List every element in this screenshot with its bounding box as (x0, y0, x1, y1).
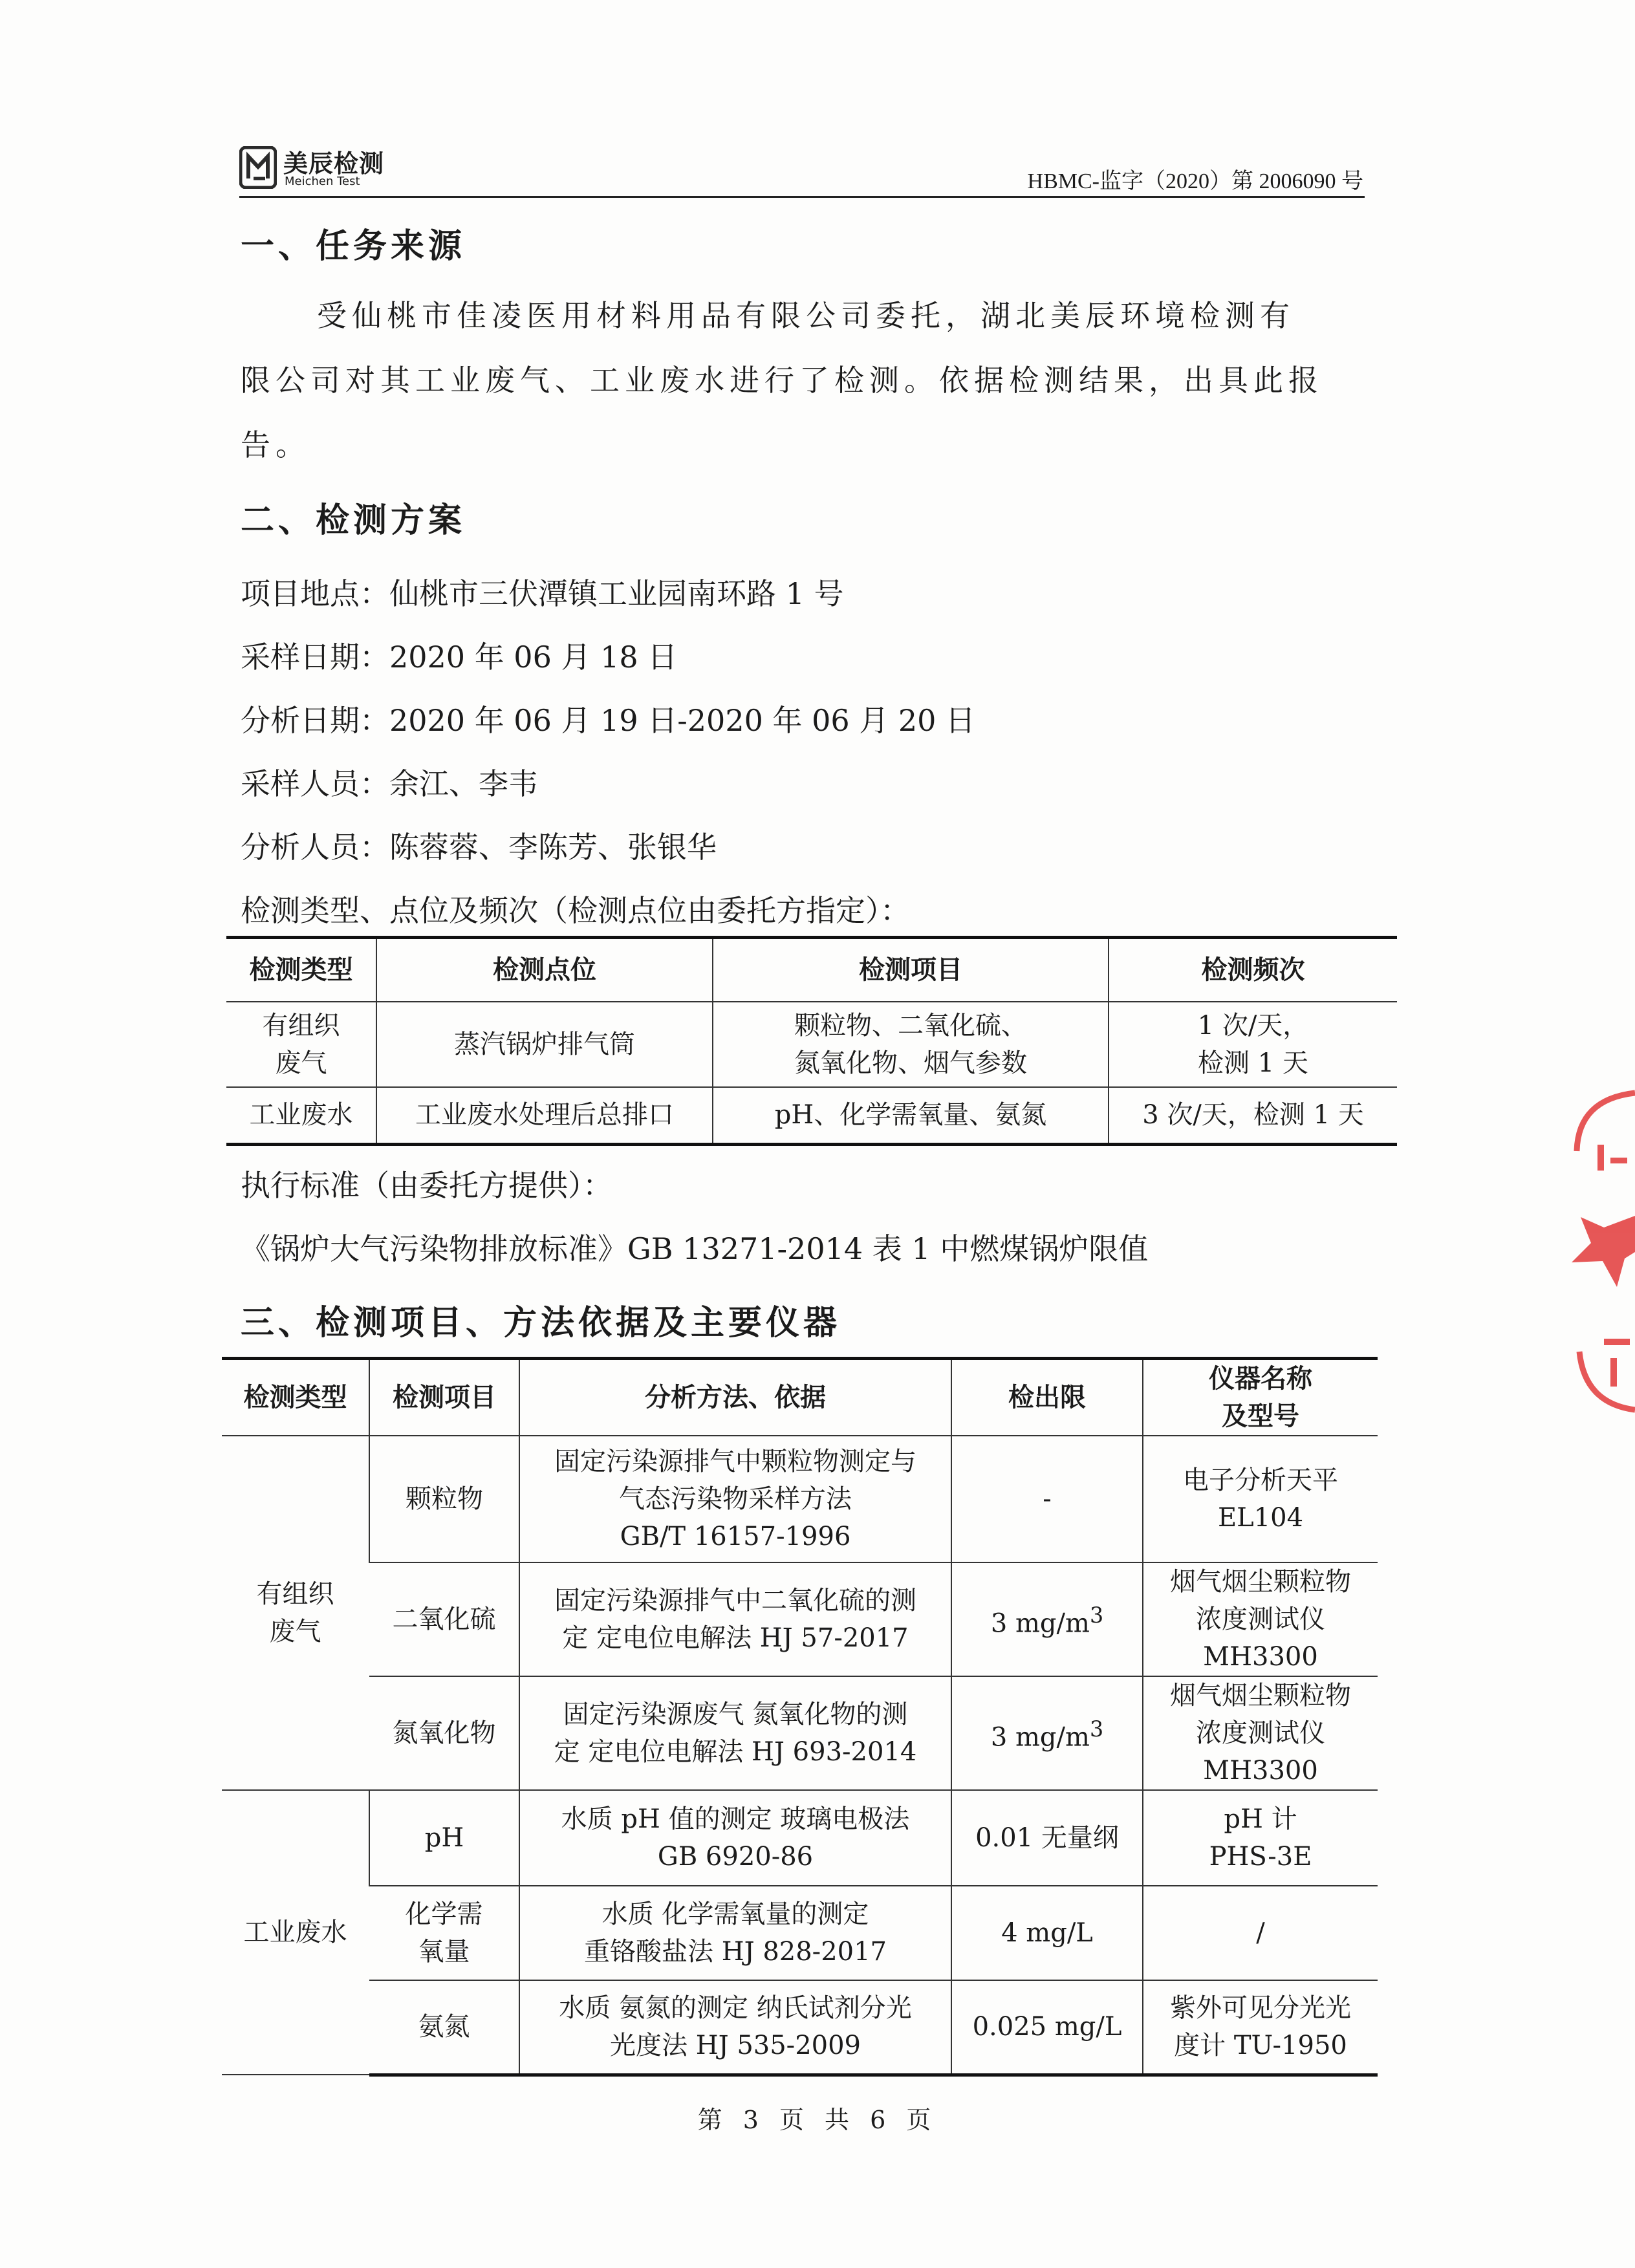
table-cell: / (1143, 1886, 1378, 1980)
table-cell: 1 次/天， 检测 1 天 (1109, 1002, 1397, 1087)
header-cell: 检出限 (951, 1359, 1143, 1436)
project-location: 项目地点：仙桃市三伏潭镇工业园南环路 1 号 (241, 576, 844, 611)
logo-text-en: Meichen Test (285, 175, 360, 188)
table-cell: 化学需 氧量 (369, 1886, 519, 1980)
header-cell: 检测项目 (713, 938, 1109, 1002)
table-cell: 颗粒物、二氧化硫、 氮氧化物、烟气参数 (713, 1002, 1109, 1087)
page-footer: 第 3 页 共 6 页 (697, 2106, 938, 2134)
table-cell: 工业废水处理后总排口 (376, 1087, 713, 1144)
table-cell: 电子分析天平 EL104 (1143, 1436, 1378, 1562)
header-divider (239, 196, 1365, 198)
header-cell: 检测点位 (376, 938, 713, 1002)
section3-title: 三、检测项目、方法依据及主要仪器 (241, 1304, 841, 1343)
table-cell: 烟气烟尘颗粒物 浓度测试仪 MH3300 (1143, 1562, 1378, 1676)
table-row (222, 1676, 1378, 1790)
logo-mark-icon (239, 146, 277, 189)
analysis-date: 分析日期：2020 年 06 月 19 日-2020 年 06 月 20 日 (241, 703, 976, 738)
table-row (222, 1980, 1378, 2075)
table-cell: 3 $mg/m^3$ (951, 1676, 1143, 1790)
table-row (222, 1886, 1378, 1980)
table-cell: 固定污染源废气 氮氧化物的测 定 定电位电解法 HJ 693-2014 (519, 1676, 951, 1790)
header-cell: 检测类型 (226, 938, 376, 1002)
header-cell: 仪器名称 及型号 (1143, 1359, 1378, 1436)
table-row (226, 1087, 1397, 1144)
table-cell: 水质 化学需氧量的测定 重铬酸盐法 HJ 828-2017 (519, 1886, 951, 1980)
group-cell: 工业废水 (222, 1790, 369, 2075)
table-cell: 有组织 废气 (226, 1002, 376, 1087)
section1-line-1: 受仙桃市佳凌医用材料用品有限公司委托，湖北美辰环境检测有 (317, 298, 1295, 333)
header-cell: 分析方法、依据 (519, 1359, 951, 1436)
table-header-row (222, 1359, 1378, 1436)
plan-caption: 检测类型、点位及频次（检测点位由委托方指定）： (241, 893, 910, 928)
table-row (222, 1436, 1378, 1562)
sampling-date: 采样日期：2020 年 06 月 18 日 (241, 640, 678, 675)
samplers: 采样人员：余江、李韦 (241, 766, 538, 801)
table-cell: 3 $mg/m^3$ (951, 1562, 1143, 1676)
section1-line-3: 告。 (241, 427, 310, 462)
report-number: HBMC-监字（2020）第 2006090 号 (1027, 169, 1363, 193)
table-cell: pH 计 PHS-3E (1143, 1790, 1378, 1886)
logo-text-cn: 美辰检测 (283, 149, 385, 178)
table-cell: 蒸汽锅炉排气筒 (376, 1002, 713, 1087)
section2-title: 二、检测方案 (241, 501, 466, 540)
header-cell: 检测类型 (222, 1359, 369, 1436)
table-cell: 氮氧化物 (369, 1676, 519, 1790)
table-cell: 3 次/天，检测 1 天 (1109, 1087, 1397, 1144)
table-cell: 二氧化硫 (369, 1562, 519, 1676)
header-cell: 检测项目 (369, 1359, 519, 1436)
table-cell: 0.025 mg/L (951, 1980, 1143, 2075)
section1-line-2: 限公司对其工业废气、工业废水进行了检测。依据检测结果，出具此报 (241, 363, 1323, 398)
group-cell: 有组织 废气 (222, 1436, 369, 1790)
table-cell: pH (369, 1790, 519, 1886)
table-cell: 工业废水 (226, 1087, 376, 1144)
seal-stamp-icon (1565, 1074, 1635, 1436)
table-cell: pH、化学需氧量、氨氮 (713, 1087, 1109, 1144)
table-row (222, 1790, 1378, 1886)
company-logo (239, 144, 427, 195)
standard-caption: 执行标准（由委托方提供）： (241, 1168, 612, 1203)
table-cell: 0.01 无量纲 (951, 1790, 1143, 1886)
table-cell: - (951, 1436, 1143, 1562)
table-cell: 颗粒物 (369, 1436, 519, 1562)
table-row (226, 1002, 1397, 1087)
table-row (222, 1562, 1378, 1676)
sampling-plan-table (226, 936, 1397, 1146)
table-cell: 水质 氨氮的测定 纳氏试剂分光 光度法 HJ 535-2009 (519, 1980, 951, 2075)
methods-table (222, 1357, 1378, 2077)
table-cell: 氨氮 (369, 1980, 519, 2075)
table-header-row (226, 938, 1397, 1002)
analysts: 分析人员：陈蓉蓉、李陈芳、张银华 (241, 830, 717, 865)
table-cell: 固定污染源排气中二氧化硫的测 定 定电位电解法 HJ 57-2017 (519, 1562, 951, 1676)
table-cell: 4 mg/L (951, 1886, 1143, 1980)
section1-title: 一、任务来源 (241, 227, 466, 266)
table-cell: 水质 pH 值的测定 玻璃电极法 GB 6920-86 (519, 1790, 951, 1886)
table-cell: 固定污染源排气中颗粒物测定与 气态污染物采样方法 GB/T 16157-1996 (519, 1436, 951, 1562)
header-cell: 检测频次 (1109, 938, 1397, 1002)
table-cell: 烟气烟尘颗粒物 浓度测试仪 MH3300 (1143, 1676, 1378, 1790)
table-cell: 紫外可见分光光 度计 TU-1950 (1143, 1980, 1378, 2075)
standard-text: 《锅炉大气污染物排放标准》GB 13271-2014 表 1 中燃煤锅炉限值 (241, 1231, 1149, 1266)
